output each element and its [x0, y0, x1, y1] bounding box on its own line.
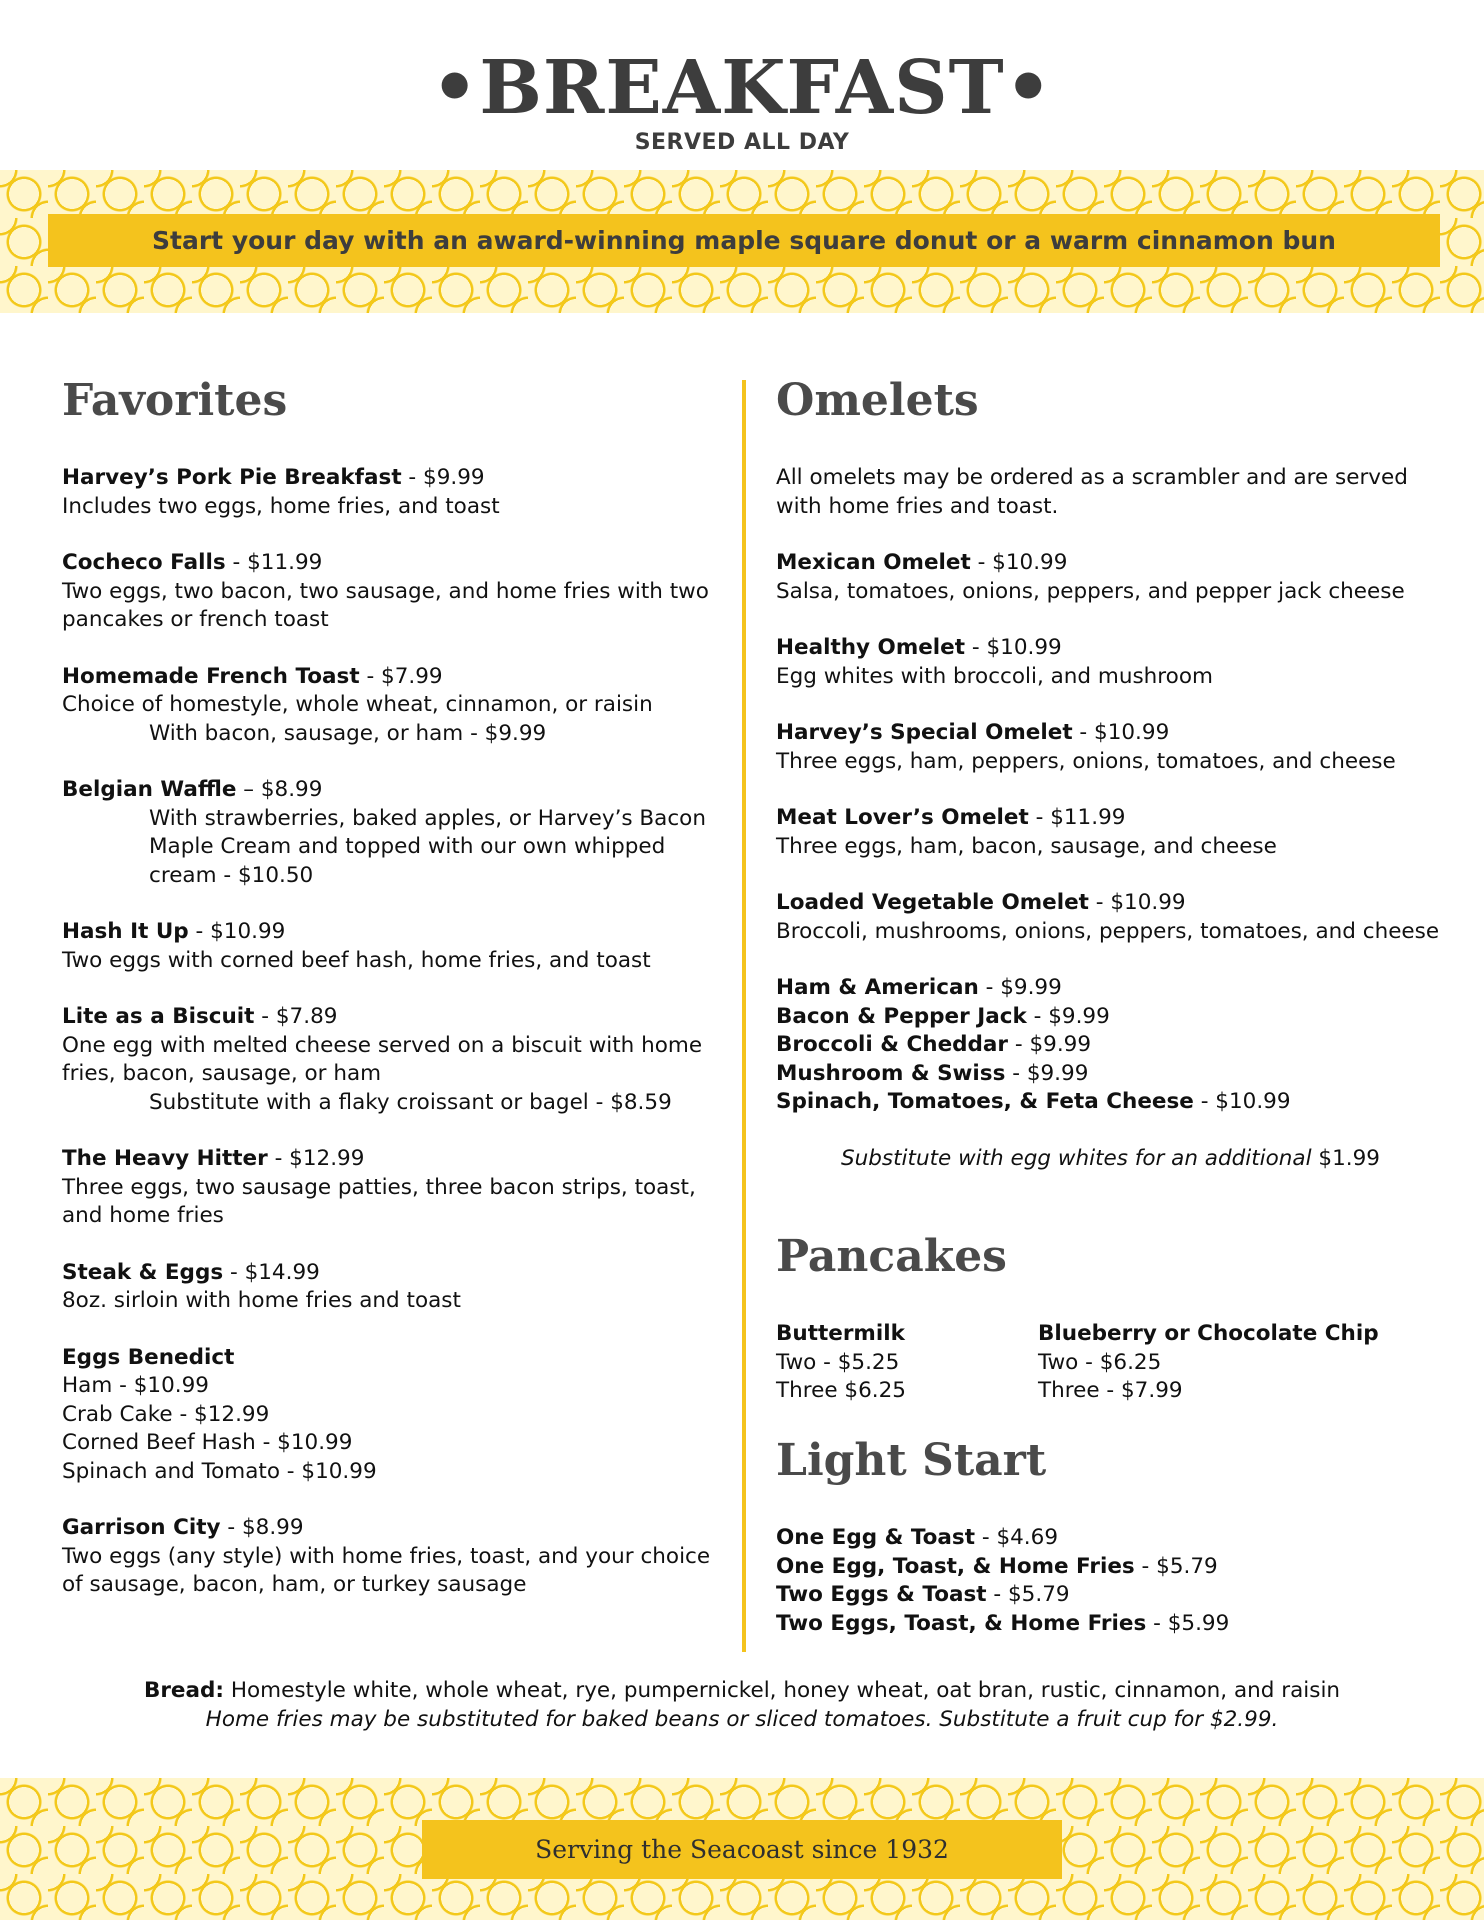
- bread-text: Homestyle white, whole wheat, rye, pumpernickel, honey wheat, oat bran, rustic, cinnamon, and raisin: [224, 1678, 1341, 1703]
- menu-item: [776, 634, 1446, 691]
- pancake-price: Three $6.25: [776, 1378, 906, 1403]
- menu-item: [62, 776, 712, 890]
- menu-item-description: Choice of homestyle, whole wheat, cinnamon, or raisin: [62, 692, 653, 717]
- bottom-notes: [0, 1676, 1484, 1734]
- menu-item-price: - $7.89: [254, 1004, 338, 1029]
- menu-item-title: [62, 1145, 712, 1174]
- substitution-note: Home fries may be substituted for baked beans or sliced tomatoes. Substitute a fruit cup for $2.99.: [205, 1707, 1279, 1732]
- combo-item: [776, 1060, 1446, 1089]
- egg-white-note: [776, 1145, 1446, 1174]
- menu-item-description: Spinach and Tomato - $10.99: [62, 1458, 377, 1484]
- light-start-item-price: - $4.69: [975, 1525, 1058, 1550]
- menu-item: [776, 549, 1446, 606]
- pancake-price: Three - $7.99: [1038, 1378, 1183, 1403]
- menu-item: [776, 804, 1446, 861]
- combo-item-price: - $10.99: [1193, 1089, 1291, 1114]
- menu-item-price: – $8.99: [236, 777, 323, 802]
- light-start-item: [776, 1553, 1446, 1582]
- menu-item-description: One egg with melted cheese served on a biscuit with home fries, bacon, sausage, or ham: [62, 1032, 703, 1086]
- favorites-heading: Favorites: [62, 375, 288, 426]
- egg-white-note-price: $1.99: [1318, 1145, 1380, 1171]
- menu-item-name: The Heavy Hitter: [62, 1146, 268, 1171]
- menu-item-name: Hash It Up: [62, 919, 189, 944]
- menu-item-description: Includes two eggs, home fries, and toast: [62, 493, 500, 519]
- menu-item: [62, 918, 712, 975]
- omelets-list: [776, 464, 1446, 1173]
- menu-item-name: Eggs Benedict: [62, 1344, 235, 1370]
- favorites-list: [62, 464, 712, 1600]
- menu-item-price: - $7.99: [359, 663, 443, 689]
- menu-item-price: - $8.99: [220, 1515, 304, 1540]
- combo-item-price: - $9.99: [978, 975, 1062, 1000]
- menu-item: [62, 1003, 712, 1117]
- pancakes-grid: [776, 1320, 1446, 1406]
- menu-item-title: [62, 1514, 712, 1543]
- menu-item-name: Steak & Eggs: [62, 1259, 224, 1285]
- light-start-section: [776, 1432, 1446, 1666]
- pancake-name: Blueberry or Chocolate Chip: [1038, 1321, 1379, 1346]
- menu-item-description: Three eggs, ham, bacon, sausage, and cheese: [776, 833, 1277, 859]
- menu-item-price: - $11.99: [225, 550, 323, 575]
- menu-item-price: - $11.99: [1028, 805, 1126, 830]
- menu-item-description: Broccoli, mushrooms, onions, peppers, tomatoes, and cheese: [776, 918, 1440, 944]
- menu-item-title: [62, 549, 712, 578]
- footer-tagline: Serving the Seacoast since 1932: [535, 1835, 949, 1864]
- combo-item: [776, 974, 1446, 1003]
- menu-item-price: - $12.99: [267, 1146, 365, 1171]
- menu-item-price: - $10.99: [965, 635, 1062, 660]
- combo-item: [776, 1031, 1446, 1060]
- menu-item: [62, 1344, 712, 1487]
- pancakes-buttermilk: [776, 1320, 1038, 1406]
- menu-item-price: - $10.99: [1088, 890, 1186, 915]
- menu-item-title: [62, 918, 712, 947]
- menu-item: [62, 1259, 712, 1316]
- menu-item-price: - $10.99: [188, 919, 286, 944]
- menu-item: [776, 719, 1446, 776]
- menu-item-title: [62, 1344, 712, 1373]
- menu-item-title: [776, 889, 1446, 918]
- menu-item-name: Lite as a Biscuit: [62, 1004, 255, 1029]
- menu-item: [62, 464, 712, 521]
- promo-banner: [48, 214, 1440, 267]
- menu-item-title: [776, 804, 1446, 833]
- combo-item-price: - $9.99: [1005, 1060, 1089, 1086]
- combo-item-name: Broccoli & Cheddar: [776, 1032, 1009, 1057]
- combo-item-name: Ham & American: [776, 975, 979, 1000]
- menu-item-name: Mexican Omelet: [776, 550, 971, 575]
- menu-item: [62, 1514, 712, 1600]
- combo-item: [776, 1088, 1446, 1117]
- menu-item-name: Garrison City: [62, 1515, 221, 1540]
- menu-item-description: Three eggs, ham, peppers, onions, tomatoes, and cheese: [776, 748, 1396, 774]
- omelets-heading: Omelets: [776, 375, 979, 426]
- light-start-item-name: One Egg, Toast, & Home Fries: [776, 1553, 1135, 1579]
- menu-item-option: With strawberries, baked apples, or Harvey’s Bacon Maple Cream and topped with our own whipped cream - $10.50: [149, 805, 706, 888]
- menu-item-name: Cocheco Falls: [62, 550, 226, 575]
- combo-item-price: - $9.99: [1026, 1003, 1110, 1029]
- pancake-price: Two - $5.25: [776, 1349, 900, 1375]
- menu-item-title: [776, 719, 1446, 748]
- light-start-list: [776, 1524, 1446, 1638]
- combo-item-name: Spinach, Tomatoes, & Feta Cheese: [776, 1089, 1194, 1114]
- light-start-item: [776, 1524, 1446, 1553]
- menu-item-price: - $14.99: [223, 1259, 320, 1285]
- light-start-item-price: - $5.79: [986, 1582, 1070, 1607]
- egg-white-note-text: Substitute with egg whites for an additional: [841, 1145, 1319, 1171]
- menu-item-description: Salsa, tomatoes, onions, peppers, and pepper jack cheese: [776, 578, 1405, 604]
- menu-item: [776, 889, 1446, 946]
- menu-item-title: [62, 663, 712, 692]
- menu-item-description: Two eggs (any style) with home fries, toast, and your choice of sausage, bacon, ham, or turkey sausage: [62, 1543, 711, 1597]
- menu-item-name: Harvey’s Pork Pie Breakfast: [62, 465, 402, 490]
- menu-item-title: [62, 1259, 712, 1288]
- combo-item-price: - $9.99: [1008, 1032, 1092, 1057]
- menu-item-description: Two eggs, two bacon, two sausage, and home fries with two pancakes or french toast: [62, 578, 709, 632]
- combo-item-name: Bacon & Pepper Jack: [776, 1003, 1027, 1029]
- page-subtitle: SERVED ALL DAY: [634, 130, 850, 155]
- light-start-item-name: Two Eggs, Toast, & Home Fries: [776, 1610, 1147, 1636]
- menu-item-name: Healthy Omelet: [776, 635, 966, 660]
- menu-item-title: [62, 1003, 712, 1032]
- light-start-heading: Light Start: [776, 1435, 1047, 1486]
- menu-item-description: Egg whites with broccoli, and mushroom: [776, 663, 1213, 689]
- light-start-item-price: - $5.79: [1134, 1553, 1218, 1579]
- menu-item: [62, 1145, 712, 1231]
- menu-item-price: - $9.99: [401, 465, 485, 490]
- menu-item-option: Substitute with a flaky croissant or bagel - $8.59: [149, 1089, 672, 1115]
- pancakes-blueberry-chocolate: [1038, 1320, 1438, 1406]
- menu-item-price: - $10.99: [970, 550, 1068, 575]
- menu-item-option: With bacon, sausage, or ham - $9.99: [149, 720, 547, 746]
- combo-item: [776, 1003, 1446, 1032]
- menu-item-name: Belgian Waffle: [62, 777, 237, 802]
- menu-item: [62, 663, 712, 749]
- menu-item-description: Three eggs, two sausage patties, three bacon strips, toast, and home fries: [62, 1174, 696, 1228]
- light-start-item-name: One Egg & Toast: [776, 1525, 976, 1550]
- omelet-combos: [776, 974, 1446, 1117]
- pancakes-heading: Pancakes: [776, 1231, 1007, 1282]
- light-start-item: [776, 1610, 1446, 1639]
- pancake-name: Buttermilk: [776, 1321, 905, 1346]
- light-start-item: [776, 1581, 1446, 1610]
- menu-item-name: Harvey’s Special Omelet: [776, 720, 1073, 745]
- omelets-intro: All omelets may be ordered as a scrambler and are served with home fries and toast.: [776, 465, 1408, 519]
- menu-item-description: Crab Cake - $12.99: [62, 1401, 270, 1427]
- menu-item-description: Two eggs with corned beef hash, home fries, and toast: [62, 947, 651, 973]
- menu-item-title: [776, 549, 1446, 578]
- omelets-section: [776, 372, 1446, 1173]
- bread-label: Bread:: [143, 1678, 225, 1703]
- pancakes-section: [776, 1228, 1446, 1406]
- light-start-item-price: - $5.99: [1146, 1610, 1230, 1636]
- menu-item-title: [776, 634, 1446, 663]
- menu-item-description: 8oz. sirloin with home fries and toast: [62, 1288, 461, 1313]
- menu-item-name: Meat Lover’s Omelet: [776, 805, 1029, 830]
- combo-item-name: Mushroom & Swiss: [776, 1060, 1006, 1086]
- menu-item-name: Homemade French Toast: [62, 663, 360, 689]
- bread-note: [0, 1676, 1484, 1705]
- menu-item-name: Loaded Vegetable Omelet: [776, 890, 1089, 915]
- promo-banner-text: Start your day with an award-winning maple square donut or a warm cinnamon bun: [152, 226, 1336, 255]
- column-divider: [742, 380, 746, 1652]
- footer-banner: [422, 1820, 1062, 1879]
- menu-item-description: Corned Beef Hash - $10.99: [62, 1430, 353, 1455]
- page-title: •BREAKFAST•: [431, 45, 1053, 131]
- favorites-section: [62, 372, 712, 1628]
- menu-item-price: - $10.99: [1072, 720, 1170, 745]
- menu-item-title: [62, 776, 712, 805]
- menu-item: [62, 549, 712, 635]
- light-start-item-name: Two Eggs & Toast: [776, 1582, 987, 1607]
- pancake-price: Two - $6.25: [1038, 1349, 1162, 1375]
- menu-item-description: Ham - $10.99: [62, 1373, 209, 1398]
- menu-item-title: [62, 464, 712, 493]
